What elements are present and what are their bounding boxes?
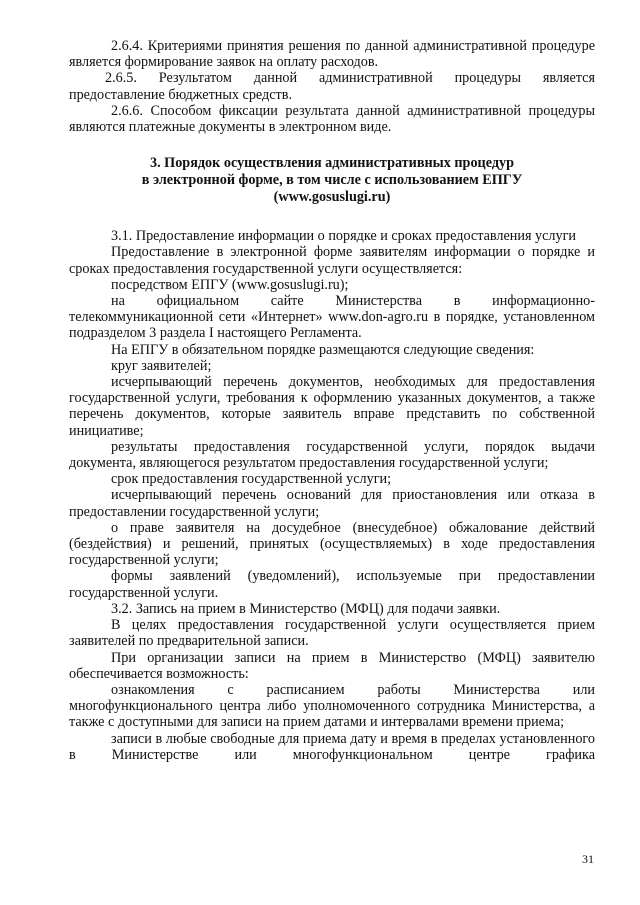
list-item: формы заявлений (уведомлений), используемые при предоставлении государственной услуги.: [69, 568, 595, 601]
list-item: исчерпывающий перечень документов, необходимых для предоставления государственной услуги, требования к оформлению указанных документов, а также перечень документов, которые заявитель вправе представить по собственной инициативе;: [69, 374, 595, 439]
paragraph: На ЕПГУ в обязательном порядке размещаются следующие сведения:: [111, 341, 535, 358]
paragraph-3-2: 3.2. Запись на прием в Министерство (МФЦ) для подачи заявки.: [111, 600, 501, 617]
paragraph-3-1: 3.1. Предоставление информации о порядке и сроках предоставления услуги: [111, 228, 577, 245]
list-item: круг заявителей;: [111, 357, 212, 374]
paragraph: Предоставление в электронной форме заявителям информации о порядке и сроках предоставления государственной услуги осуществляется:: [69, 244, 595, 277]
list-item: посредством ЕПГУ (www.gosuslugi.ru);: [111, 276, 349, 293]
section-heading-line-1: 3. Порядок осуществления административных процедур: [149, 155, 514, 172]
list-item: о праве заявителя на досудебное (внесудебное) обжалование действий (бездействия) и решений, принятых (осуществляемых) в ходе предоставления государственной услуги;: [69, 519, 595, 569]
list-item: на официальном сайте Министерства в информационно-телекоммуникационной сети «Интернет» www.don-agro.ru в порядке, установленном подразделом 3 раздела I настоящего Регламента.: [69, 293, 595, 342]
list-item: результаты предоставления государственной услуги, порядок выдачи документа, являющегося результатом предоставления государственной услуги;: [69, 438, 595, 472]
section-heading-line-3: (www.gosuslugi.ru): [273, 189, 391, 206]
section-heading-line-2: в электронной форме, в том числе с использованием ЕПГУ: [141, 172, 523, 189]
paragraph: В целях предоставления государственной услуги осуществляется прием заявителей по предварительной записи.: [69, 617, 595, 650]
page-number: 31: [582, 852, 594, 866]
list-item: записи в любые свободные для приема дату и время в пределах установленного в Министерстве или многофункциональном центре графика: [69, 730, 595, 763]
section-heading: [69, 155, 595, 206]
list-item: исчерпывающий перечень оснований для приостановления или отказа в предоставлении государственной услуги;: [69, 487, 595, 520]
paragraph-2-6-4: 2.6.4. Критериями принятия решения по данной административной процедуре является формирование заявок на оплату расходов.: [69, 38, 595, 71]
paragraph: При организации записи на прием в Министерство (МФЦ) заявителю обеспечивается возможность:: [69, 649, 595, 682]
list-item: срок предоставления государственной услуги;: [111, 471, 392, 488]
paragraph-2-6-6: 2.6.6. Способом фиксации результата данной административной процедуры являются платежные документы в электронном виде.: [69, 102, 595, 136]
list-item: ознакомления с расписанием работы Министерства или многофункционального центра либо уполномоченного сотрудника Министерства, а также с доступными для записи на прием датами и интервалами времени приема;: [69, 681, 595, 731]
paragraph-2-6-5: 2.6.5. Результатом данной административной процедуры является предоставление бюджетных средств.: [69, 70, 595, 103]
document-page: [69, 38, 595, 763]
